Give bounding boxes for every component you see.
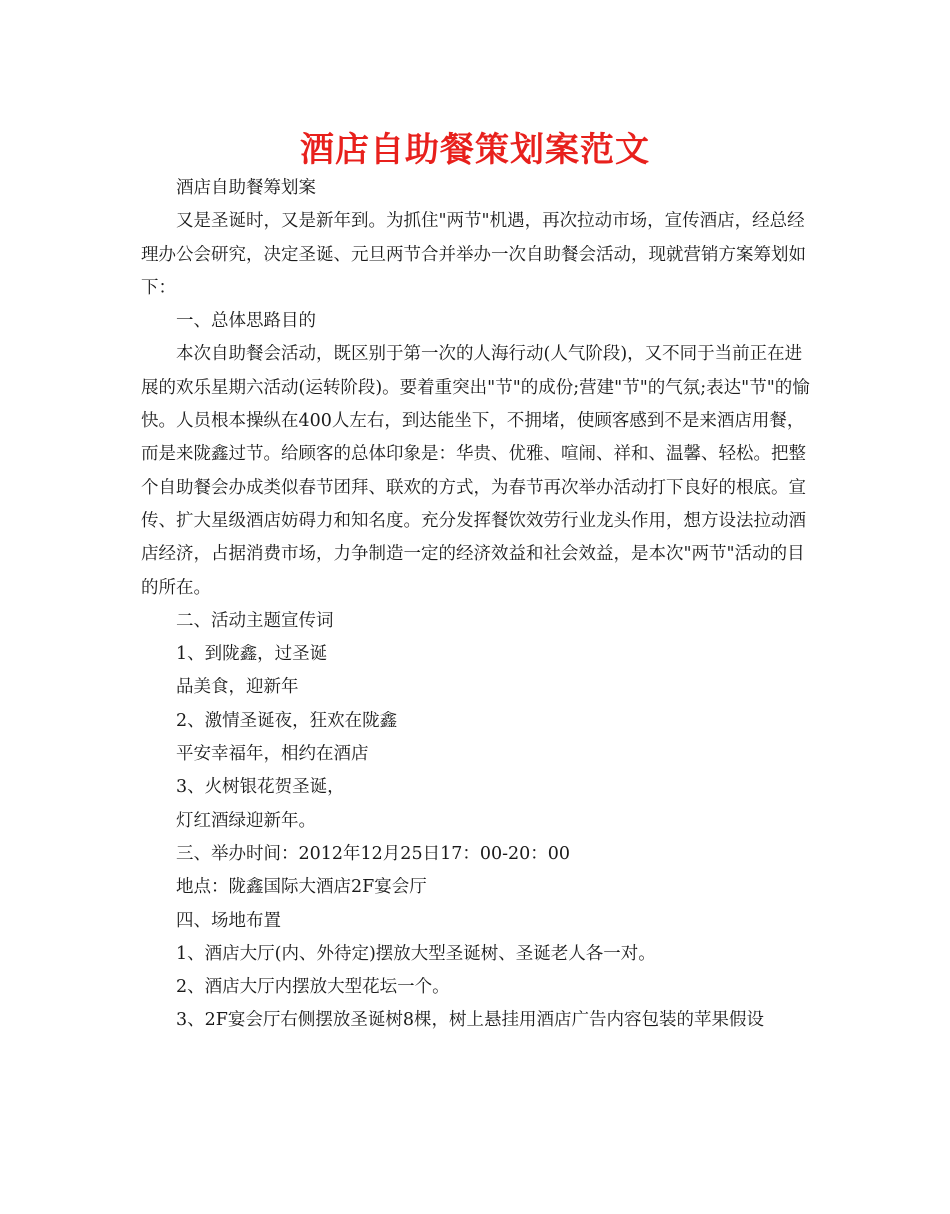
slogan-line: 1、到陇鑫，过圣诞 [176,644,328,665]
document-title: 酒店自助餐策划案范文 [300,130,650,170]
document-body [141,172,813,1038]
section-heading-3: 三、举办时间：2012年12月25日17：00-20：00 [176,843,571,864]
paragraph-goals: 本次自助餐会活动，既区别于第一次的人海行动(人气阶段)，又不同于当前正在进展的欢乐星期六活动(运转阶段)。要着重突出"节"的成份;营建"节"的气氛;表达"节"的愉快。人员根本操纵在400人左右，到达能坐下，不拥堵，使顾客感到不是来酒店用餐，而是来陇鑫过节。给顾客的总体印象是：华贵、优雅、喧闹、祥和、温馨、轻松。把整个自助餐会办成类似春节团拜、联欢的方式，为春节再次举办活动打下良好的根底。宣传、扩大星级酒店妨碍力和知名度。充分发挥餐饮效劳行业龙头作用，想方设法拉动酒店经济，占据消费市场，力争制造一定的经济效益和社会效益，是本次"两节"活动的目的所在。 [141,344,810,598]
paragraph-intro: 又是圣诞时，又是新年到。为抓住"两节"机遇，再次拉动市场，宣传酒店，经总经理办公会研究，决定圣诞、元旦两节合并举办一次自助餐会活动，现就营销方案筹划如下： [141,211,806,298]
slogan-line: 灯红酒绿迎新年。 [176,810,316,831]
slogan-line: 2、激情圣诞夜，狂欢在陇鑫 [176,710,398,731]
slogan-line: 平安幸福年，相约在酒店 [176,744,369,765]
section-heading-1: 一、总体思路目的 [176,311,316,332]
section-heading-2: 二、活动主题宣传词 [176,610,334,631]
slogan-line: 3、火树银花贺圣诞， [176,777,345,798]
slogan-line: 品美食，迎新年 [176,677,299,698]
layout-item: 1、酒店大厅(内、外待定)摆放大型圣诞树、圣诞老人各一对。 [176,943,656,964]
section-heading-4: 四、场地布置 [176,910,281,931]
layout-item: 2、酒店大厅内摆放大型花坛一个。 [176,977,450,998]
paragraph-subtitle: 酒店自助餐筹划案 [176,178,316,198]
layout-item: 3、2F宴会厅右侧摆放圣诞树8棵，树上悬挂用酒店广告内容包装的苹果假设 [176,1010,765,1031]
venue-line: 地点：陇鑫国际大酒店2F宴会厅 [176,877,427,898]
